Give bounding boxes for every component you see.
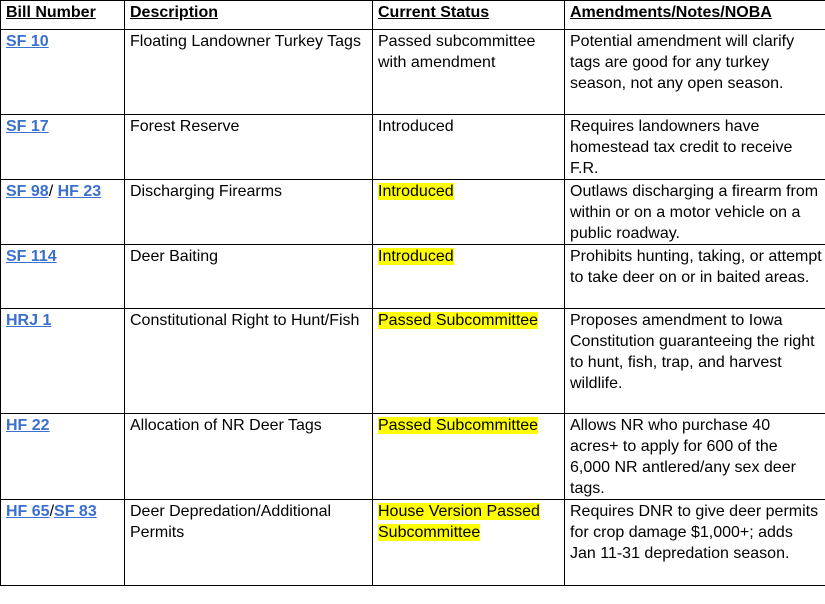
bill-link[interactable]: HRJ 1 bbox=[6, 312, 52, 329]
status-cell bbox=[373, 309, 565, 414]
bill-link[interactable]: SF 98 bbox=[6, 183, 49, 200]
status-text: Introduced bbox=[378, 118, 454, 135]
header-description: Description bbox=[125, 1, 373, 30]
bill-link[interactable]: HF 22 bbox=[6, 417, 50, 434]
description-cell: Constitutional Right to Hunt/Fish bbox=[125, 309, 373, 414]
status-cell bbox=[373, 115, 565, 180]
description-cell: Discharging Firearms bbox=[125, 180, 373, 245]
status-cell bbox=[373, 30, 565, 115]
status-cell bbox=[373, 500, 565, 586]
header-row bbox=[1, 1, 825, 30]
status-text: Introduced bbox=[378, 248, 454, 265]
bill-separator: / bbox=[48, 183, 58, 200]
status-text: Passed Subcommittee bbox=[378, 417, 539, 434]
table-row bbox=[1, 115, 825, 180]
description-cell: Allocation of NR Deer Tags bbox=[125, 414, 373, 500]
header-current-status: Current Status bbox=[373, 1, 565, 30]
bill-cell bbox=[1, 309, 125, 414]
bill-link[interactable]: SF 114 bbox=[6, 248, 57, 265]
notes-cell: Prohibits hunting, taking, or attempt to take deer on or in baited areas. bbox=[565, 245, 825, 309]
table-row bbox=[1, 245, 825, 309]
header-amendments: Amendments/Notes/NOBA bbox=[565, 1, 825, 30]
notes-cell: Requires DNR to give deer permits for crop damage $1,000+; adds Jan 11-31 depredation season. bbox=[565, 500, 825, 586]
status-text: Passed Subcommittee bbox=[378, 312, 539, 329]
status-cell bbox=[373, 180, 565, 245]
table-row bbox=[1, 500, 825, 586]
bill-separator: / bbox=[49, 503, 55, 520]
status-cell bbox=[373, 245, 565, 309]
bill-link[interactable]: SF 10 bbox=[6, 33, 49, 50]
bill-cell bbox=[1, 245, 125, 309]
table-row bbox=[1, 30, 825, 115]
bill-link[interactable]: SF 83 bbox=[54, 503, 97, 520]
status-cell bbox=[373, 414, 565, 500]
description-cell: Floating Landowner Turkey Tags bbox=[125, 30, 373, 115]
bill-link[interactable]: HF 23 bbox=[57, 183, 102, 200]
notes-cell: Proposes amendment to Iowa Constitution guaranteeing the right to hunt, fish, trap, and harvest wildlife. bbox=[565, 309, 825, 414]
bill-link[interactable]: SF 17 bbox=[6, 118, 49, 135]
status-text: Passed subcommittee with amendment bbox=[378, 33, 536, 71]
bill-cell bbox=[1, 414, 125, 500]
header-bill-number: Bill Number bbox=[1, 1, 125, 30]
table-row bbox=[1, 309, 825, 414]
table-row bbox=[1, 180, 825, 245]
notes-cell: Outlaws discharging a firearm from within or on a motor vehicle on a public roadway. bbox=[565, 180, 825, 245]
description-cell: Deer Baiting bbox=[125, 245, 373, 309]
notes-cell: Allows NR who purchase 40 acres+ to apply for 600 of the 6,000 NR antlered/any sex deer tags. bbox=[565, 414, 825, 500]
notes-cell: Potential amendment will clarify tags are good for any turkey season, not any open season. bbox=[565, 30, 825, 115]
bill-cell bbox=[1, 115, 125, 180]
description-cell: Forest Reserve bbox=[125, 115, 373, 180]
table-row bbox=[1, 414, 825, 500]
status-text: Introduced bbox=[378, 183, 454, 200]
bill-link[interactable]: HF 65 bbox=[6, 503, 50, 520]
notes-cell: Requires landowners have homestead tax credit to receive F.R. bbox=[565, 115, 825, 180]
description-cell: Deer Depredation/Additional Permits bbox=[125, 500, 373, 586]
bill-cell bbox=[1, 180, 125, 245]
status-text: House Version Passed Subcommittee bbox=[378, 503, 540, 541]
bill-cell bbox=[1, 500, 125, 586]
bill-cell bbox=[1, 30, 125, 115]
